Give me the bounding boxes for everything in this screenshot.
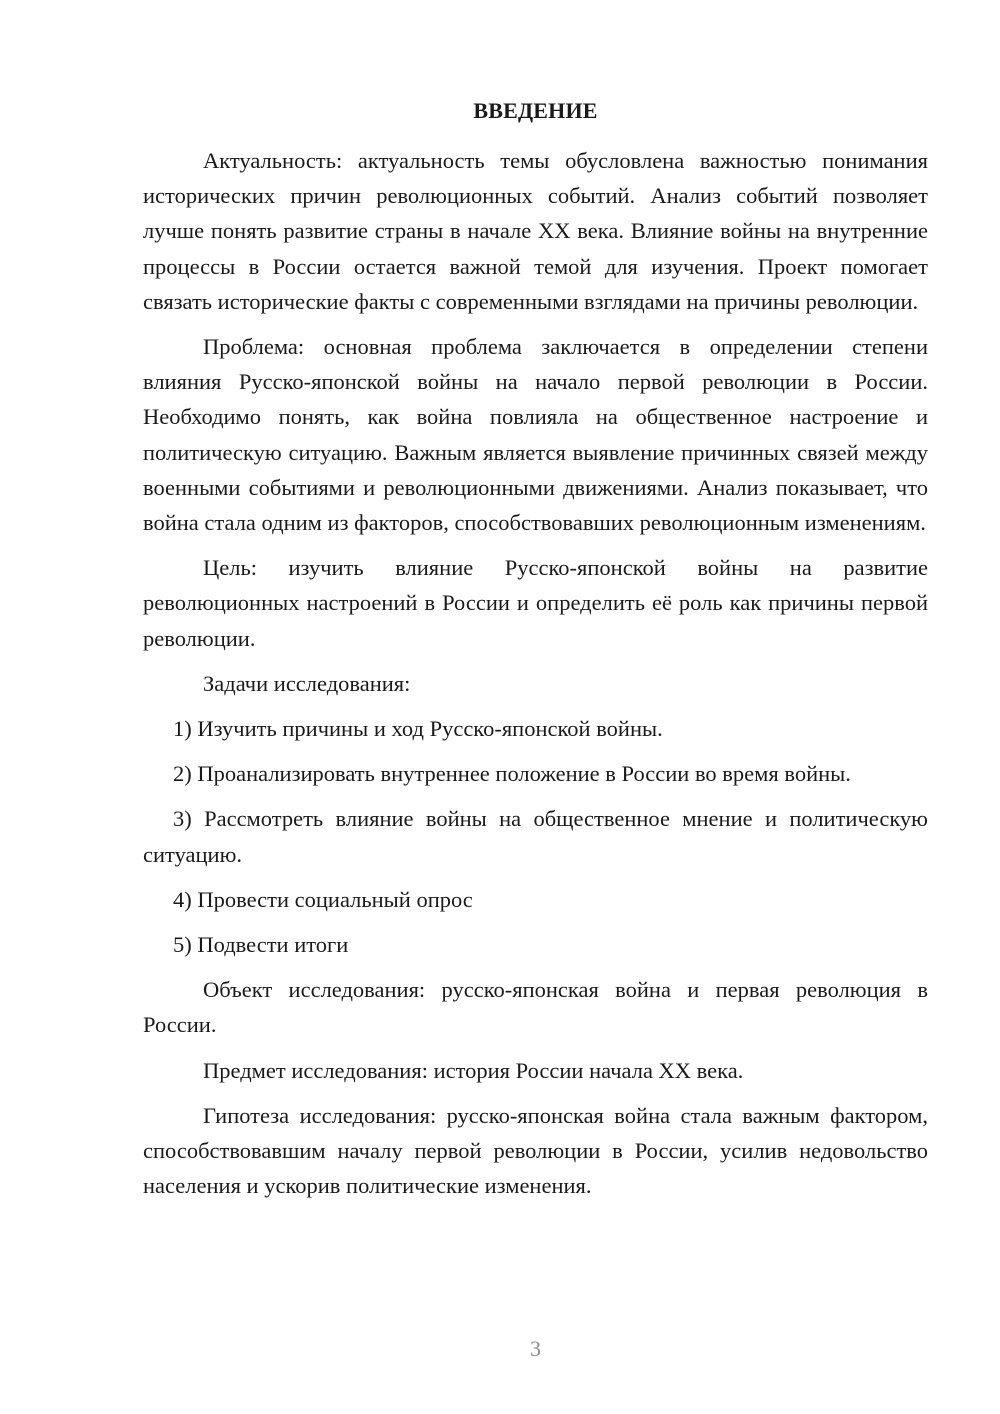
task-item-3: 3) Рассмотреть влияние войны на общественное мнение и политическую ситуацию. — [143, 806, 928, 867]
paragraph-object: Объект исследования: русско-японская война и первая революция в России. — [143, 977, 928, 1038]
paragraph-relevance: Актуальность: актуальность темы обусловлена важностью понимания исторических причин революционных событий. Анализ событий позволяет лучше понять развитие страны в начале XX века. Влияние войны на внутренние процессы в России остается важной темой для изучения. Проект помогает связать исторические факты с современными взглядами на причины революции. — [143, 148, 928, 314]
paragraph-hypothesis: Гипотеза исследования: русско-японская война стала важным фактором, способствовавшим началу первой революции в России, усилив недовольство населения и ускорив политические изменения. — [143, 1102, 928, 1199]
task-item-1: 1) Изучить причины и ход Русско-японской войны. — [173, 716, 663, 742]
task-item-2: 2) Проанализировать внутреннее положение в России во время войны. — [173, 761, 851, 787]
page-title: ВВЕДЕНИЕ — [473, 98, 598, 123]
page-number: 3 — [530, 1336, 541, 1361]
document-page — [143, 0, 928, 1414]
paragraph-subject: Предмет исследования: история России начала XX века. — [203, 1057, 744, 1083]
paragraph-goal: Цель: изучить влияние Русско-японской войны на развитие революционных настроений в России и определить её роль как причины первой революции. — [143, 555, 928, 651]
task-item-5: 5) Подвести итоги — [173, 932, 349, 958]
tasks-heading: Задачи исследования: — [203, 670, 411, 696]
paragraph-problem: Проблема: основная проблема заключается в определении степени влияния Русско-японской войны на начало первой революции в России. Необходимо понять, как война повлияла на общественное настроение и политическую ситуацию. Важным является выявление причинных связей между военными событиями и революционными движениями. Анализ показывает, что война стала одним из факторов, способствовавших революционным изменениям. — [143, 334, 928, 536]
task-item-4: 4) Провести социальный опрос — [173, 886, 473, 912]
document-body — [143, 143, 928, 1203]
